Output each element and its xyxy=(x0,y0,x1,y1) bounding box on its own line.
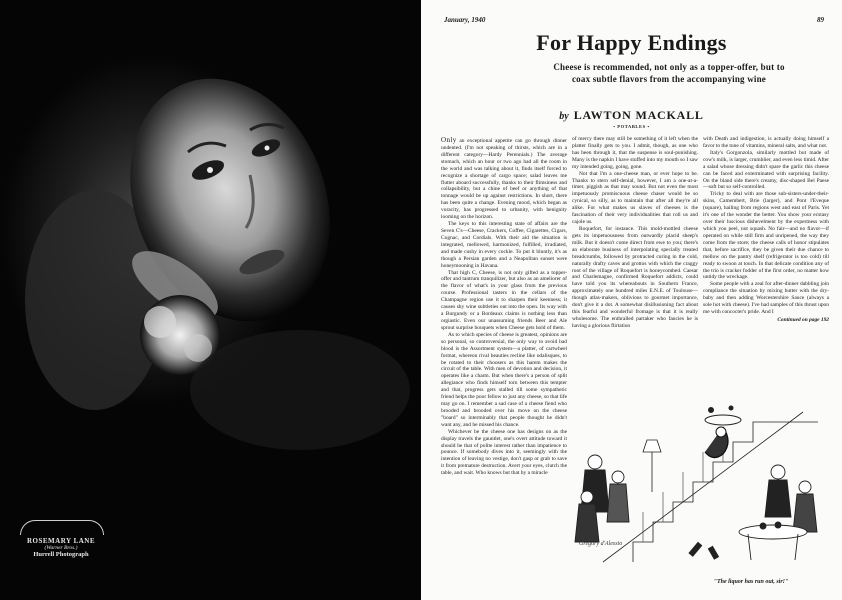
paragraph: with Death and indigestion, is actually doing himself a favor to the tune of vitamins, mineral salts, and what not. xyxy=(703,136,829,149)
caption-name: ROSEMARY LANE xyxy=(26,537,96,545)
folio-page-number: 89 xyxy=(817,16,824,24)
byline-department: • POTABLES • xyxy=(613,124,650,129)
paragraph: of mercy there may still be something of it left when the platter finally gets to you. I admit, though, as one who has been through it, that the suspense is soul-punishing. Many is the napkin I have stuffed into my mouth so I saw my intended going, going, gone. xyxy=(572,136,698,170)
article-column-2 xyxy=(572,136,698,386)
caption-studio: (Warner Bros.) xyxy=(44,545,78,552)
paragraph: Roquefort, for instance. This mold-mottled cheese gets its impetuousness from outwardly placid sheep's milk. But it doesn't come direct from ewe to you; there's an elaborate business of interpolating specially treated breadcrumbs, followed by protracted curing in the cold, naturally drafty caves and grottos with which the craggy root of the village of Roquefort is honeycombed. Caesar and Charlemagne, confirmed Roquefort addicts, could have told you its whereabouts in Southern France, approximately one hundred miles E.N.E. of Toulouse—though atlas-makers, oblivious to gourmet importance, don't give it a dot. A somewhat disillusioning fact about this fearful and wonderful fromage is that it is really wholesome. The enthralled partaker who fancies he is having a glorious flirtation xyxy=(572,225,698,329)
paragraph: Whichever be the cheese one has designs on as the display travels the gauntlet, one's overt attitude toward it should be that of polite interest rather than impatience to pounce. If somebody dives into it, seemingly with the intention of leaving no vestige, don't gasp or grab to save it from premature destruction. Avert your eyes, clutch the table, and wait. Who knows but that by a miracle xyxy=(441,428,567,477)
photo-caption xyxy=(20,520,102,559)
byline-prefix: by xyxy=(559,111,569,122)
right-page xyxy=(421,0,842,600)
paragraph: Some people with a zeal for after-dinner dabbling join compliance the situation by mixing butter with the dry-baby and then adding Worcestershire Sauce (always a sole hot with cheese). I've had samples of this thrust upon me with concocter's pride. And I xyxy=(703,281,829,316)
paragraph: Tricky to deal with are those sub-sisters-under-their-skins, Camembert, Brie (larger), and Pont l'Eveque (square), hailing from regions west and east of Paris. Yet it's one of the wonder the better. You show your ecstasy over their luscious dishevelment by the expertness with which you peel, not squash. No fair—and no flavor—if operated on while still firm and unripened, the way they come from the store; the cheese calls of honor stipulates that, before sacrifice, they be given their due chance to mellow on the pantry shelf (refrigerator is too cold) till ready to swoon at touch. In that delicate condition any of the trio is cracker fodder of the first order, no matter how untidy the wreckage. xyxy=(703,191,829,281)
caption-credit: Hurrell Photograph xyxy=(33,551,89,559)
paragraph: As to which species of cheese is greatest, opinions are so personal, so controversial, the only way to avoid bad blood is the Assortment system—a platter, of cartwheel format, whereon rival beauties recline like odalisques, to be rotated to their choosers as this harem makes the circuit of the table. With men of devotion and decision, it operates like a charm. But when there's a person of split allegiance who finds himself torn between this tempter and that, progress gets stalled till some sympathetic friend helps the poor fellow to just any cheese, so that life may go on. I remember a sad case of a cheese fiend who brooded and brooded over his move on the cheese "board" so interminably that people thought he didn't want any, and he missed his chance. xyxy=(441,331,567,428)
paragraph: Italy's Gorgonzola, similarly mottled but made of cow's milk, is larger, crumblier, and even less timid. After a salad whose dressing didn't spare the garlic this cheese can be faced and exterminated with surprising facility. On the bland side there's creamy, disc-shaped Bel Paese—soft but so self-controlled. xyxy=(703,149,829,191)
lead-word: Only xyxy=(441,136,457,144)
illustration-caption: "The liquor has run out, sir!" xyxy=(713,579,789,585)
article-deck: Cheese is recommended, not only as a topper-offer, but to coax subtle flavors from the accompanying wine xyxy=(553,62,785,84)
continued-on-link[interactable]: Continued on page 192 xyxy=(777,316,829,323)
paragraph: The keys to this interesting state of affairs are the Seven C's—Cheese, Crackers, Coffee, Cigarettes, Cigars, Cognac, and Cordials. With their aid the situation is integrated, mellowed, harmonized, fulfilled, irradiated, and made cushy in every cockle. To put it bluntly, it's as though a Persian garden and a Neapolitan sunset were honeymooning in Havana. xyxy=(441,221,567,269)
article-column-3 xyxy=(703,136,829,388)
byline-author: LAWTON MACKALL xyxy=(573,108,704,122)
byline xyxy=(421,108,842,123)
lead-text: an exceptional appetite can go through dinner undented. (I'm not speaking of thirsts, which are in a different category—Hardy Perennials.) The average stomach, which an hour or two ago had all the room in the world and was talking about it, finds itself forced to recognize a shortage of cargo space; salad leaves me flutter aboard successfully, thanks to their flimsiness and collapsibility, but a chine of beef or anything of that tonnage would be up against restrictions. In short, there has been quite a change. Evening mood, which began as voracity, has progressed to urbanity, with benignity looming on the horizon. xyxy=(441,138,567,221)
article-column-1 xyxy=(441,136,567,588)
article-headline: For Happy Endings xyxy=(536,30,727,55)
paragraph: That high C, Cheese, is not only gifted as a topper-offer and tantrum tranquilizer, but also as an ameliorer of the flavor of what's in your glass from the previous course. Professional tasters in the cellars of the Champagne region use it to sharpen their keenness; it causes shy wine subtleties out into the open. Its way with a Burgundy or a Bordeaux claims is nothing less than orgiastic. Even our unassuming friends Beer and Ale sprout surprise bouquets when Cheese gets hold of them. xyxy=(441,269,567,331)
lead-paragraph xyxy=(441,136,567,221)
folio-date: January, 1940 xyxy=(444,16,486,24)
artist-signature: Gregory d'Alessio xyxy=(579,541,623,547)
caption-arch-ornament xyxy=(20,520,104,535)
cartoon-illustration xyxy=(573,392,829,564)
paragraph: Not that I'm a one-cheese man, or ever hope to be. Thanks to stern self-denial, however, I am a one-at-a-timer, piggish as that may sound. But not even the most impetuously promiscuous cheese chaser would be so cynical, so silly, as to maintain that after all they're all alike. For what makes us slaves of cheeses is the fascination of their very individualities that roll us and cajole us. xyxy=(572,170,698,226)
